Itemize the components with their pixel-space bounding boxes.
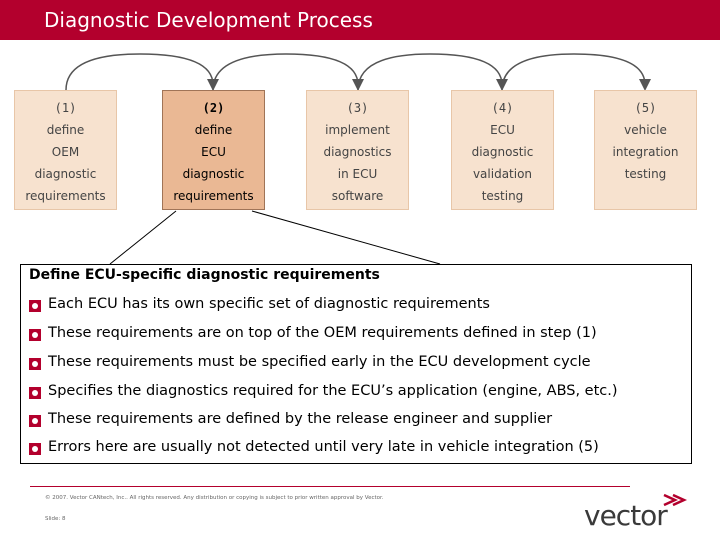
step-number: (3) xyxy=(346,101,369,115)
arc-3-4 xyxy=(358,54,502,90)
step-line: diagnostic xyxy=(471,145,534,159)
bullet-text: Errors here are usually not detected until very late in vehicle integration (5) xyxy=(48,439,599,455)
step-line: diagnostic xyxy=(34,167,97,181)
step-line: vehicle xyxy=(624,123,667,137)
bullet-text: Specifies the diagnostics required for the ECU’s application (engine, ABS, etc.) xyxy=(48,383,618,399)
step-line: requirements xyxy=(25,189,106,203)
bullet-text: Each ECU has its own specific set of diagnostic requirements xyxy=(48,296,490,312)
step-line: in ECU xyxy=(337,167,378,181)
bullet-icon xyxy=(29,358,41,370)
step-line: define xyxy=(46,123,85,137)
vector-logo xyxy=(584,493,694,533)
step-line: requirements xyxy=(173,189,254,203)
step-5[interactable] xyxy=(594,90,697,210)
bullet-text: These requirements must be specified early in the ECU development cycle xyxy=(48,354,591,370)
slide-title: Diagnostic Development Process xyxy=(44,8,373,32)
bullet-icon xyxy=(29,443,41,455)
title-bar xyxy=(0,0,720,40)
step-number: (5) xyxy=(634,101,657,115)
step-number: (4) xyxy=(491,101,514,115)
details-heading: Define ECU-specific diagnostic requirements xyxy=(29,267,380,283)
step-line: testing xyxy=(481,189,524,203)
bullet-icon xyxy=(29,300,41,312)
step-line: testing xyxy=(624,167,667,181)
arc-4-5 xyxy=(502,54,645,90)
step-line: integration xyxy=(612,145,679,159)
slide-number: Slide: 8 xyxy=(45,516,66,522)
step-number: (1) xyxy=(54,101,77,115)
step-line: define xyxy=(194,123,233,137)
logo-wordmark: vector xyxy=(584,499,667,532)
bullet-icon xyxy=(29,415,41,427)
step-line: software xyxy=(331,189,384,203)
arc-2-3 xyxy=(213,54,358,90)
step-line: ECU xyxy=(490,123,515,137)
step-line: ECU xyxy=(201,145,226,159)
step-line: validation xyxy=(472,167,533,181)
step-3[interactable] xyxy=(306,90,409,210)
step-line: diagnostics xyxy=(323,145,392,159)
step-number: (2) xyxy=(202,101,225,115)
step-2[interactable] xyxy=(162,90,265,210)
footer-divider xyxy=(30,486,630,487)
step-line: diagnostic xyxy=(182,167,245,181)
bullet-icon xyxy=(29,387,41,399)
arc-1-2 xyxy=(66,54,213,90)
step-4[interactable] xyxy=(451,90,554,210)
step-details-panel xyxy=(20,264,692,464)
step-line: implement xyxy=(325,123,390,137)
bullet-text: These requirements are on top of the OEM requirements defined in step (1) xyxy=(48,325,597,341)
bullet-icon xyxy=(29,329,41,341)
process-steps xyxy=(0,90,720,210)
chevron-right-icon xyxy=(662,493,688,507)
bullet-text: These requirements are defined by the release engineer and supplier xyxy=(48,411,553,427)
step-1[interactable] xyxy=(14,90,117,210)
copyright-text: © 2007. Vector CANtech, Inc.. All rights reserved. Any distribution or copying is subject to prior written approval by Vector. xyxy=(45,495,384,501)
step-line: OEM xyxy=(51,145,80,159)
